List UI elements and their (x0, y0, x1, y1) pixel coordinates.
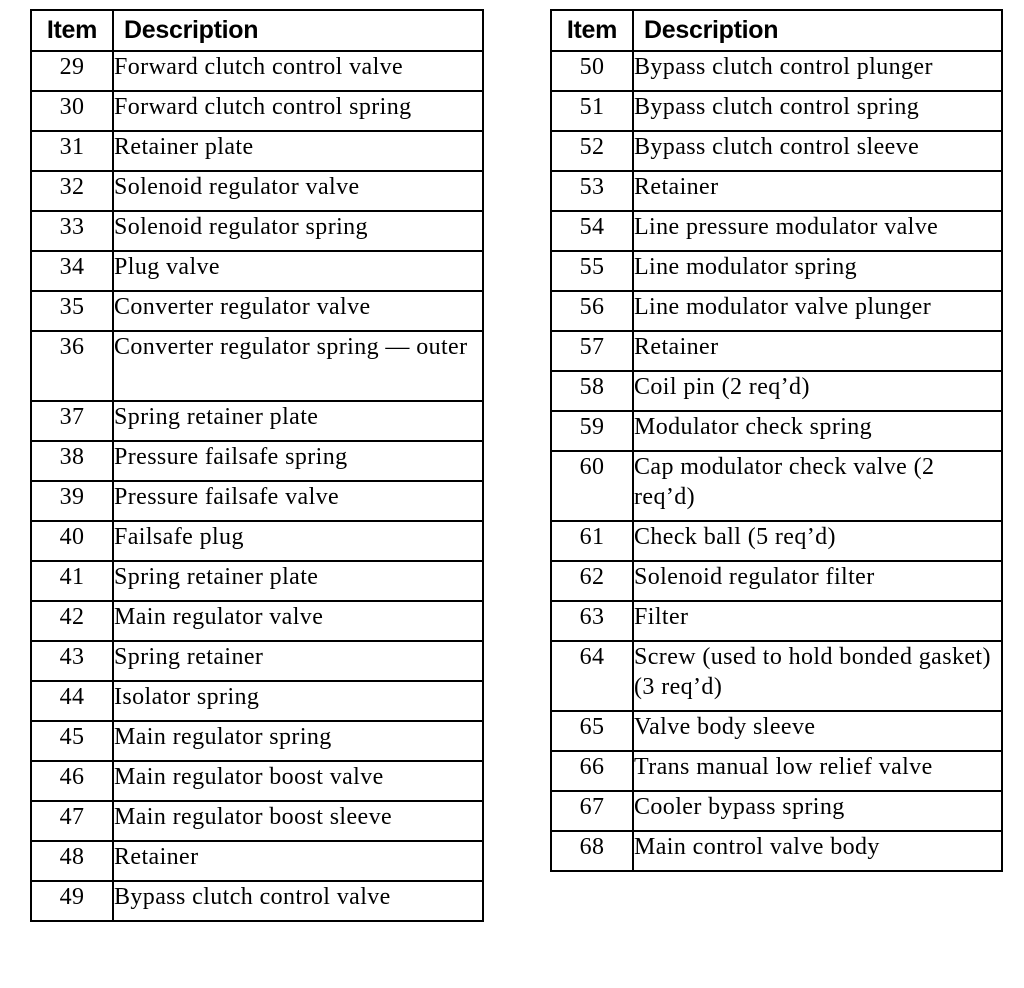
item-number: 54 (551, 211, 633, 251)
item-description: Retainer (633, 171, 1002, 211)
table-row (551, 561, 1002, 601)
item-description: Pressure failsafe spring (113, 441, 483, 481)
item-number: 29 (31, 51, 113, 91)
table-row (31, 251, 483, 291)
item-number: 66 (551, 751, 633, 791)
item-number: 57 (551, 331, 633, 371)
table-header-row (551, 10, 1002, 51)
item-description: Modulator check spring (633, 411, 1002, 451)
item-number: 58 (551, 371, 633, 411)
item-number: 39 (31, 481, 113, 521)
table-row (551, 331, 1002, 371)
item-description: Cooler bypass spring (633, 791, 1002, 831)
item-number: 43 (31, 641, 113, 681)
item-description: Retainer (633, 331, 1002, 371)
table-row (551, 171, 1002, 211)
item-number: 67 (551, 791, 633, 831)
item-number: 38 (31, 441, 113, 481)
item-number: 52 (551, 131, 633, 171)
table-row (551, 831, 1002, 871)
item-number: 44 (31, 681, 113, 721)
item-description: Bypass clutch control spring (633, 91, 1002, 131)
item-number: 37 (31, 401, 113, 441)
table-row (31, 91, 483, 131)
table-row (31, 441, 483, 481)
table-row (551, 211, 1002, 251)
column-header-item: Item (551, 10, 633, 51)
item-number: 41 (31, 561, 113, 601)
item-description: Main control valve body (633, 831, 1002, 871)
item-description: Pressure failsafe valve (113, 481, 483, 521)
table-row (551, 791, 1002, 831)
item-description: Plug valve (113, 251, 483, 291)
item-number: 60 (551, 451, 633, 521)
column-header-item: Item (31, 10, 113, 51)
parts-table-left (30, 9, 484, 922)
item-number: 55 (551, 251, 633, 291)
item-description: Cap modulator check valve (2 req’d) (633, 451, 1002, 521)
item-number: 65 (551, 711, 633, 751)
item-number: 46 (31, 761, 113, 801)
table-row (551, 641, 1002, 711)
item-description: Main regulator valve (113, 601, 483, 641)
item-number: 45 (31, 721, 113, 761)
item-description: Line modulator spring (633, 251, 1002, 291)
item-number: 50 (551, 51, 633, 91)
item-number: 64 (551, 641, 633, 711)
item-number: 35 (31, 291, 113, 331)
table-row (31, 561, 483, 601)
table-row (31, 291, 483, 331)
table-row (551, 601, 1002, 641)
item-description: Converter regulator valve (113, 291, 483, 331)
parts-table-left-body (31, 51, 483, 921)
parts-table-right (550, 9, 1003, 872)
table-header-row (31, 10, 483, 51)
item-number: 36 (31, 331, 113, 401)
table-row (31, 801, 483, 841)
table-row (31, 681, 483, 721)
item-number: 59 (551, 411, 633, 451)
item-number: 62 (551, 561, 633, 601)
table-row (31, 641, 483, 681)
item-number: 48 (31, 841, 113, 881)
table-row (31, 401, 483, 441)
item-description: Line modulator valve plunger (633, 291, 1002, 331)
item-description: Coil pin (2 req’d) (633, 371, 1002, 411)
item-description: Trans manual low relief valve (633, 751, 1002, 791)
table-row (31, 881, 483, 921)
item-number: 33 (31, 211, 113, 251)
item-number: 34 (31, 251, 113, 291)
item-description: Filter (633, 601, 1002, 641)
table-row (551, 51, 1002, 91)
table-row (31, 171, 483, 211)
item-description: Bypass clutch control valve (113, 881, 483, 921)
item-description: Bypass clutch control sleeve (633, 131, 1002, 171)
item-description: Solenoid regulator filter (633, 561, 1002, 601)
table-row (31, 51, 483, 91)
table-row (31, 131, 483, 171)
table-row (551, 371, 1002, 411)
item-description: Forward clutch control valve (113, 51, 483, 91)
item-number: 31 (31, 131, 113, 171)
table-row (551, 711, 1002, 751)
item-number: 40 (31, 521, 113, 561)
item-number: 30 (31, 91, 113, 131)
table-row (551, 751, 1002, 791)
item-description: Retainer plate (113, 131, 483, 171)
item-number: 42 (31, 601, 113, 641)
table-row (31, 721, 483, 761)
table-row (31, 481, 483, 521)
table-row (31, 601, 483, 641)
item-number: 63 (551, 601, 633, 641)
item-description: Check ball (5 req’d) (633, 521, 1002, 561)
table-row (551, 291, 1002, 331)
item-number: 68 (551, 831, 633, 871)
item-number: 61 (551, 521, 633, 561)
table-row (551, 451, 1002, 521)
item-number: 53 (551, 171, 633, 211)
table-row (551, 521, 1002, 561)
item-description: Solenoid regulator spring (113, 211, 483, 251)
table-row (551, 91, 1002, 131)
item-description: Spring retainer plate (113, 561, 483, 601)
item-description: Failsafe plug (113, 521, 483, 561)
item-description: Solenoid regulator valve (113, 171, 483, 211)
item-description: Spring retainer (113, 641, 483, 681)
item-description: Line pressure modulator valve (633, 211, 1002, 251)
item-description: Spring retainer plate (113, 401, 483, 441)
table-row (551, 411, 1002, 451)
item-number: 51 (551, 91, 633, 131)
item-description: Valve body sleeve (633, 711, 1002, 751)
item-number: 56 (551, 291, 633, 331)
table-row (31, 761, 483, 801)
item-description: Forward clutch control spring (113, 91, 483, 131)
table-row (31, 331, 483, 401)
item-number: 49 (31, 881, 113, 921)
column-header-description: Description (633, 10, 1002, 51)
column-header-description: Description (113, 10, 483, 51)
item-description: Screw (used to hold bonded gasket) (3 req’d) (633, 641, 1002, 711)
table-row (551, 251, 1002, 291)
item-description: Isolator spring (113, 681, 483, 721)
item-description: Main regulator spring (113, 721, 483, 761)
item-number: 47 (31, 801, 113, 841)
table-row (31, 841, 483, 881)
item-description: Retainer (113, 841, 483, 881)
item-number: 32 (31, 171, 113, 211)
item-description: Main regulator boost sleeve (113, 801, 483, 841)
item-description: Main regulator boost valve (113, 761, 483, 801)
table-row (31, 521, 483, 561)
item-description: Converter regulator spring — outer (113, 331, 483, 401)
table-row (31, 211, 483, 251)
table-row (551, 131, 1002, 171)
item-description: Bypass clutch control plunger (633, 51, 1002, 91)
parts-table-right-body (551, 51, 1002, 871)
